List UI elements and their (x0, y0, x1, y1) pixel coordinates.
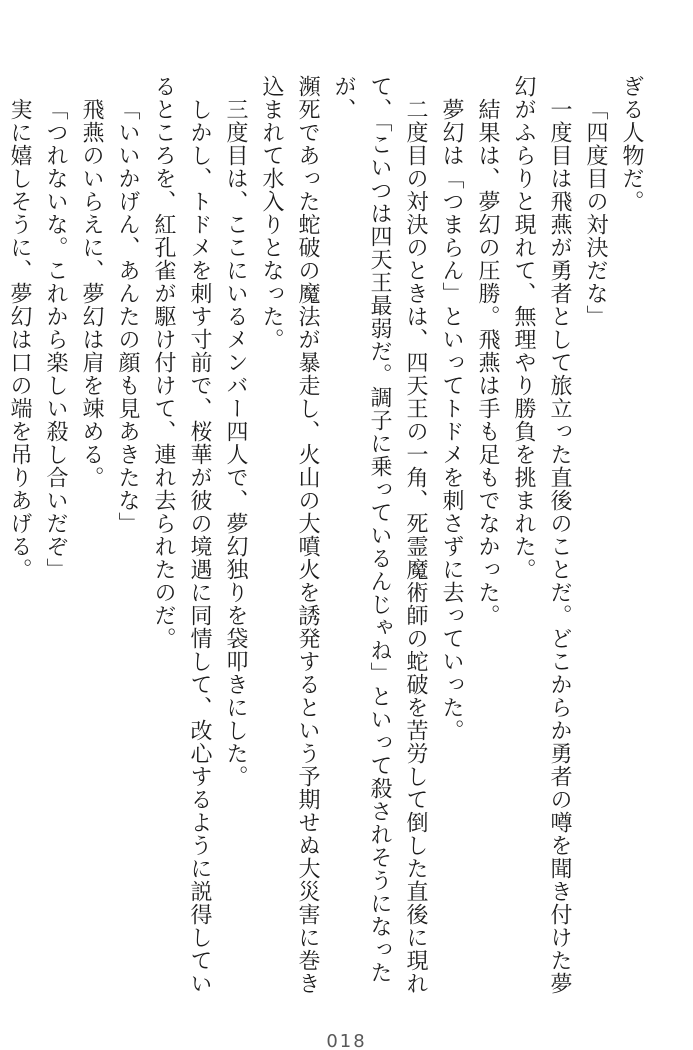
text-line: 「つれないな。これから楽しい殺し合いだぞ」 (43, 98, 68, 581)
text-line: しかし、トドメを刺す寸前で、桜華が彼の境遇に同情して、改心するように説得してい (187, 98, 212, 995)
text-line: 実に嬉しそうに、夢幻は口の端を吊りあげる。 (7, 98, 32, 581)
text-line: 「四度目の対決だな」 (583, 98, 608, 328)
text-line: て、「こいつは四天王最弱だ。調子に乗っているんじゃね」といって殺されそうになったが、 (331, 75, 392, 984)
text-line: 幻がふらりと現れて、無理やり勝負を挑まれた。 (511, 75, 536, 581)
text-line: ぎる人物だ。 (619, 75, 644, 213)
text-line: るところを、紅孔雀が駆け付けて、連れ去られたのだ。 (151, 75, 176, 650)
text-line: 「いいかげん、あんたの顔も見あきたな」 (115, 98, 140, 535)
text-line: 込まれて水入りとなった。 (259, 75, 284, 351)
page-number: 018 (326, 1031, 367, 1050)
text-line: 夢幻は「つまらん」といってトドメを刺さずに去っていった。 (439, 98, 464, 742)
text-line: 瀕死であった蛇破の魔法が暴走し、火山の大噴火を誘発するという予期せぬ大災害に巻き (295, 75, 320, 995)
text-line: 三度目は、ここにいるメンバー四人で、夢幻独りを袋叩きにした。 (223, 98, 248, 788)
text-line: 飛燕のいらえに、夢幻は肩を竦める。 (79, 98, 104, 489)
text-line: 二度目の対決のときは、四天王の一角、死霊魔術師の蛇破を苦労して倒した直後に現れ (403, 98, 428, 995)
text-line: 結果は、夢幻の圧勝。飛燕は手も足もでなかった。 (475, 98, 500, 627)
vertical-text-block (1, 75, 649, 1017)
text-line: 一度目は飛燕が勇者として旅立った直後のことだ。どこからか勇者の噂を聞き付けた夢 (547, 98, 572, 995)
